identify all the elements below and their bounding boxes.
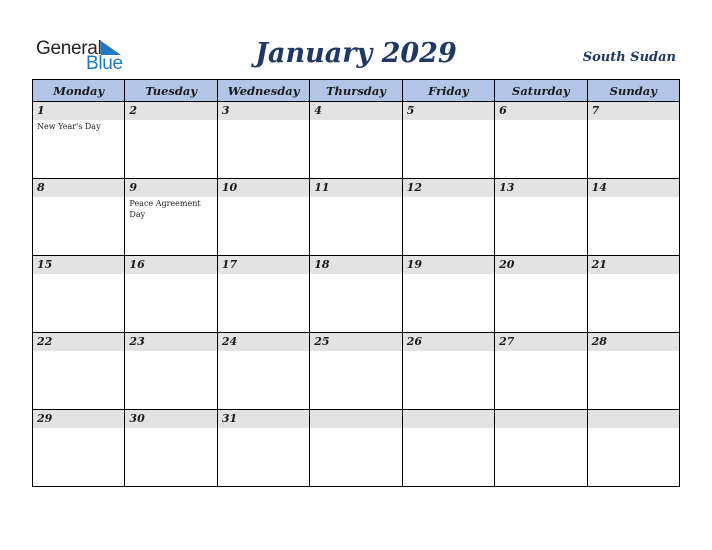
day-cell [125,102,217,179]
empty-day-cell [495,410,587,487]
day-cell [495,256,587,333]
holiday-label [495,274,586,275]
day-number: 4 [310,102,401,120]
day-number [495,410,586,428]
day-number: 22 [33,333,124,351]
day-number: 13 [495,179,586,197]
day-cell [218,102,310,179]
day-number: 23 [125,333,216,351]
day-cell [125,333,217,410]
day-cell [403,333,495,410]
empty-day-cell [588,410,680,487]
day-cell [218,410,310,487]
day-number: 30 [125,410,216,428]
day-cell [310,179,402,256]
holiday-label [310,274,401,275]
day-cell [218,256,310,333]
day-number: 24 [218,333,309,351]
day-number: 7 [588,102,679,120]
holiday-label [125,274,216,275]
holiday-label [310,120,401,121]
day-cell [33,102,125,179]
holiday-label [218,197,309,198]
day-cell [495,102,587,179]
day-cell [495,179,587,256]
day-number: 1 [33,102,124,120]
day-cell [403,179,495,256]
day-number: 5 [403,102,494,120]
day-number [310,410,401,428]
day-number: 21 [588,256,679,274]
day-cell [588,256,680,333]
day-number: 26 [403,333,494,351]
holiday-label [588,274,679,275]
weekday-header-monday: Monday [33,80,125,102]
holiday-label [403,274,494,275]
holiday-label: Peace Agreement Day [129,199,201,219]
holiday-label [33,197,124,198]
day-cell [218,333,310,410]
day-cell [33,179,125,256]
calendar-title: January 2029 [255,38,457,69]
logo-text-general: General [36,38,102,59]
holiday-label [218,120,309,121]
day-cell [125,410,217,487]
holiday-label [218,274,309,275]
day-cell [588,102,680,179]
day-number: 9 [125,179,216,197]
day-number: 12 [403,179,494,197]
day-number: 31 [218,410,309,428]
weekday-header-tuesday: Tuesday [125,80,217,102]
weekday-header-thursday: Thursday [310,80,402,102]
holiday-label [403,197,494,198]
day-number: 2 [125,102,216,120]
day-number: 25 [310,333,401,351]
day-cell [310,333,402,410]
holiday-label [125,428,216,429]
weekday-header-sunday: Sunday [588,80,680,102]
holiday-label [495,197,586,198]
day-cell [588,179,680,256]
weekday-header-friday: Friday [403,80,495,102]
day-number: 27 [495,333,586,351]
day-number: 17 [218,256,309,274]
day-cell [125,179,217,256]
day-cell [310,256,402,333]
country-label: South Sudan [582,50,676,65]
holiday-label [310,351,401,352]
day-number: 15 [33,256,124,274]
weekday-header-wednesday: Wednesday [218,80,310,102]
day-cell [310,102,402,179]
day-number: 11 [310,179,401,197]
holiday-label [588,120,679,121]
day-cell [495,333,587,410]
day-cell [403,102,495,179]
holiday-label [33,428,124,429]
empty-day-cell [310,410,402,487]
holiday-label [33,351,124,352]
day-cell [588,333,680,410]
day-number: 18 [310,256,401,274]
holiday-label [218,351,309,352]
holiday-label [125,351,216,352]
day-number: 6 [495,102,586,120]
day-cell [33,256,125,333]
day-number: 16 [125,256,216,274]
day-number [403,410,494,428]
day-number: 29 [33,410,124,428]
weekday-header-saturday: Saturday [495,80,587,102]
holiday-label [588,351,679,352]
holiday-label [403,120,494,121]
day-number: 10 [218,179,309,197]
day-number: 14 [588,179,679,197]
holiday-label: New Year's Day [37,122,101,131]
logo-text-blue: Blue [86,53,123,74]
day-cell [403,256,495,333]
holiday-label [33,274,124,275]
holiday-label [495,120,586,121]
day-number: 8 [33,179,124,197]
day-cell [33,410,125,487]
day-number: 20 [495,256,586,274]
day-number: 28 [588,333,679,351]
holiday-label [218,428,309,429]
day-number [588,410,679,428]
holiday-label [125,120,216,121]
holiday-label [495,351,586,352]
day-number: 3 [218,102,309,120]
holiday-label [403,351,494,352]
day-number: 19 [403,256,494,274]
empty-day-cell [403,410,495,487]
holiday-label [588,197,679,198]
day-cell [33,333,125,410]
calendar-grid [32,79,680,487]
day-cell [218,179,310,256]
day-cell [125,256,217,333]
holiday-label [310,197,401,198]
